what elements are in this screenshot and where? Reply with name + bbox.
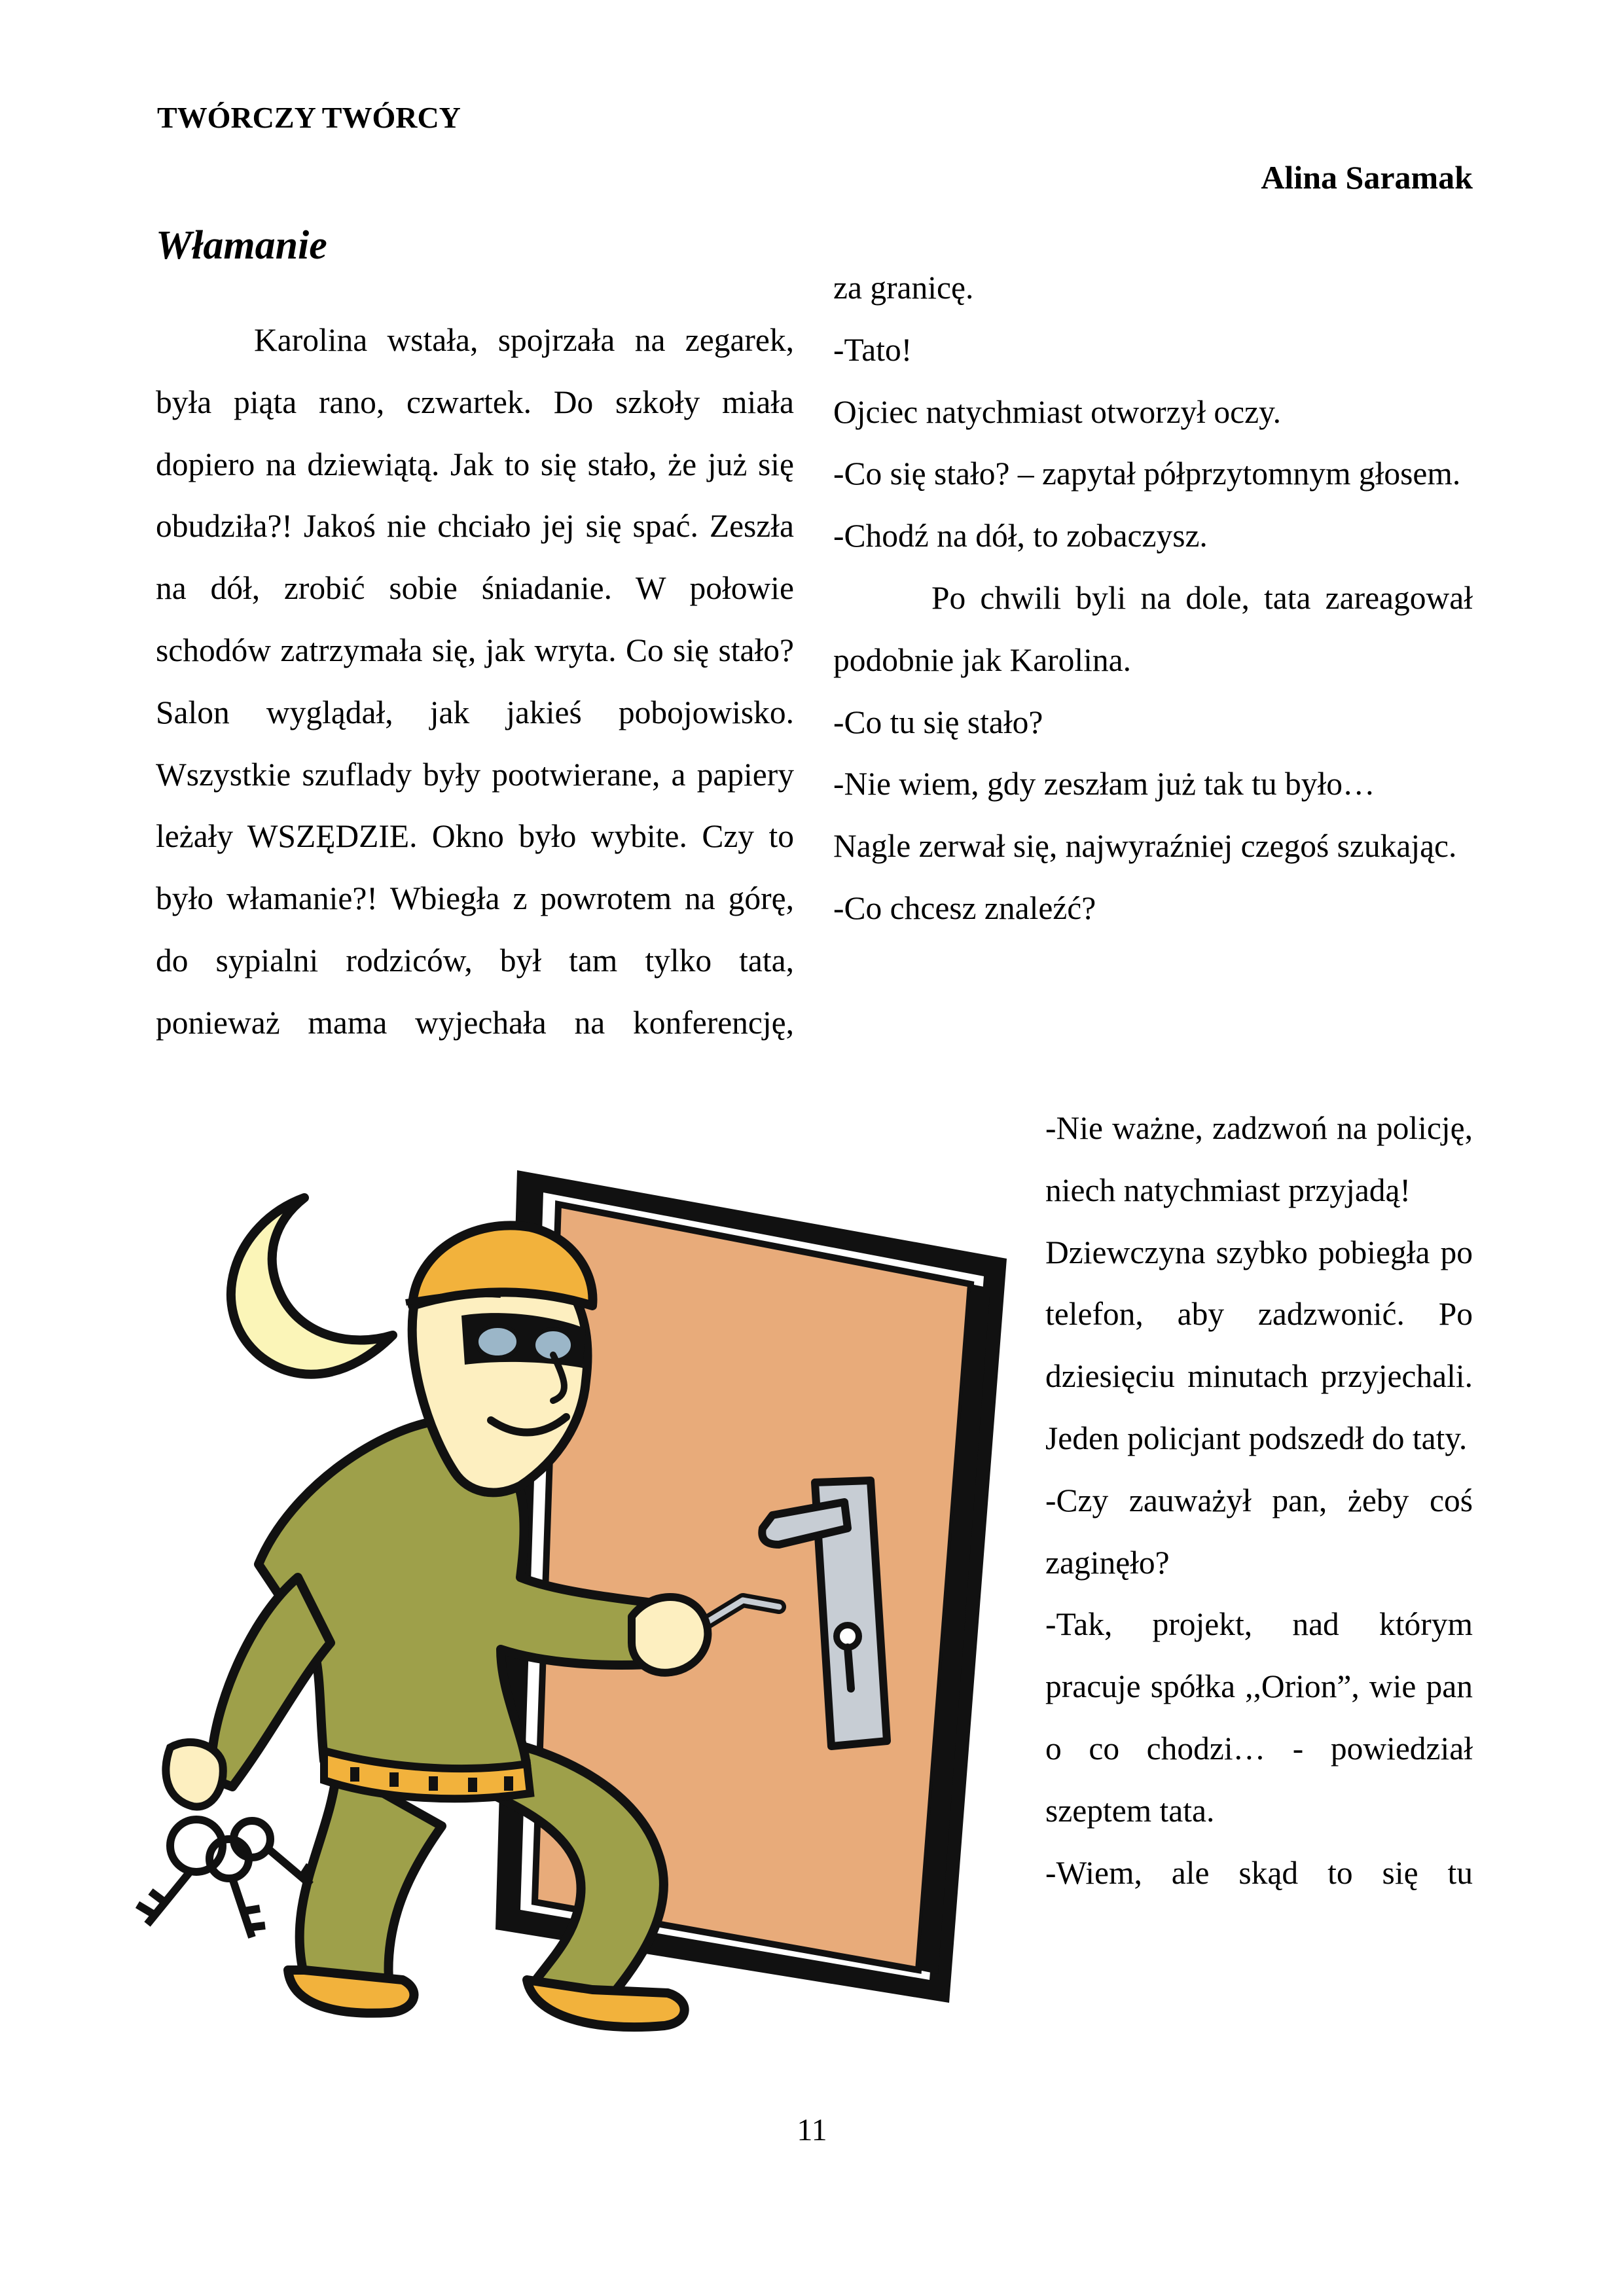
right-column [833, 257, 1473, 940]
page-number: 11 [797, 2113, 827, 2147]
paragraph: -Co tu się stało? [833, 704, 1043, 740]
paragraph: -Co się stało? – zapytał półprzytomnym głosem. [833, 456, 1461, 492]
left-column [156, 310, 794, 1054]
paragraph: Po chwili byli na dole, tata zareagował podobnie jak Karolina. [833, 579, 1473, 678]
story-title: Włamanie [156, 223, 327, 268]
paragraph: -Nie wiem, gdy zeszłam już tak tu było… [833, 766, 1375, 802]
paragraph: Ojciec natychmiast otworzył oczy. [833, 393, 1282, 430]
burglar-hand [632, 1597, 708, 1673]
paragraph: -Wiem, ale skąd to się tu [1045, 1854, 1473, 1891]
section-heading: TWÓRCZY TWÓRCY [157, 101, 461, 134]
paragraph: za granicę. [833, 270, 974, 306]
paragraph: Dziewczyna szybko pobiegła po telefon, aby zadzwonić. Po dziesięciu minutach przyjechali. Jeden policjant podszedł do taty. [1045, 1234, 1473, 1456]
author-name: Alina Saramak [1261, 159, 1473, 196]
paragraph: -Chodź na dół, to zobaczysz. [833, 518, 1208, 554]
keys-icon [137, 1820, 311, 1937]
paragraph: -Czy zauważył pan, żeby coś zaginęło? [1045, 1482, 1473, 1581]
paragraph: Karolina wstała, spojrzała na zegarek, była piąta rano, czwartek. Do szkoły miała dopiero na dziewiątą. Jak to się stało, że już się obudziła?! Jakoś nie chciało jej się spać. Zeszła na dół, zrobić sobie śniadanie. W połowie schodów zatrzymała się, jak wryta. Co się stało? Salon wyglądał, jak jakieś pobojowisko. Wszystkie szuflady były pootwierane, a papiery leżały WSZĘDZIE. Okno było wybite. Czy to było włamanie?! Wbiegła z powrotem na górę, do sypialni rodziców, był tam tylko tata, ponieważ mama wyjechała na konferencję, [156, 322, 794, 1041]
burglar-illustration [134, 1119, 1018, 2081]
paragraph: -Co chcesz znaleźć? [833, 889, 1096, 926]
moon-icon [231, 1198, 393, 1374]
paragraph: Nagle zerwał się, najwyraźniej czegoś szukając. [833, 828, 1457, 865]
paragraph: -Tak, projekt, nad którym pracuje spółka ,,Orion”, wie pan o co chodzi… - powiedział szeptem tata. [1045, 1606, 1473, 1829]
narrow-column [1045, 1098, 1473, 1904]
paragraph: -Tato! [833, 331, 912, 368]
paragraph: -Nie ważne, zadzwoń na policję, niech natychmiast przyjadą! [1045, 1110, 1473, 1208]
